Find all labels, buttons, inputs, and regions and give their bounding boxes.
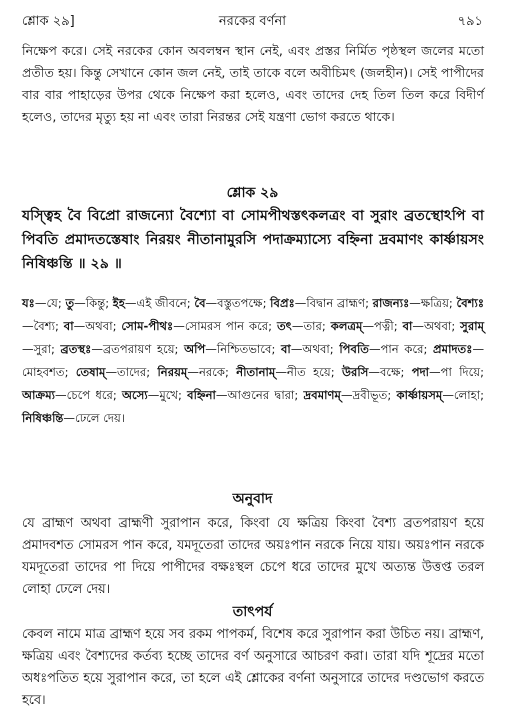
synonym-term: বিপ্রঃ bbox=[270, 296, 295, 310]
synonym-meaning: নীত হয়ে bbox=[286, 365, 331, 379]
synonym-term: প্রমাদতঃ bbox=[433, 342, 473, 356]
synonym-meaning: অথবা bbox=[302, 342, 330, 356]
synonym-term: দ্রবমাণম্ bbox=[303, 388, 341, 402]
header-chapter-title: নরকের বর্ণনা bbox=[218, 14, 287, 29]
synonym-term: ব্রতস্থঃ bbox=[60, 342, 92, 356]
synonym-term: নিরয়ম্ bbox=[157, 365, 188, 379]
synonym-meaning: পা দিয়ে bbox=[440, 365, 481, 379]
synonym-meaning: অথবা bbox=[85, 319, 113, 333]
synonym-term: কার্ষ্ণায়সম্ bbox=[396, 388, 443, 402]
synonym-term: রাজন্যঃ bbox=[372, 296, 410, 310]
synonym-meaning: নরকে bbox=[198, 365, 226, 379]
page-header bbox=[22, 12, 483, 34]
synonym-term: তেষাম্ bbox=[75, 365, 106, 379]
synonym-term: বা bbox=[280, 342, 291, 356]
synonym-meaning: বিদ্বান ব্রাহ্মণ bbox=[306, 296, 366, 310]
purport-text: কেবল নামে মাত্র ব্রাহ্মণ হয়ে সব রকম পাপকর্ম, বিশেষ করে সুরাপান করা উচিত নয়। ব্রাহ্মণ, ক্ষত্রিয় এবং বৈশ্যদের কর্তব্য হচ্ছে তাদের বর্ণ অনুসারে আচরণ করা। তারা যদি শূদ্রের মতো অধঃপতিত হয়ে সুরাপান করে, তা হলে এই শ্লোকের বর্ণনা অনুসারে তাদের দণ্ডভোগ করতে হবে। bbox=[22, 627, 484, 708]
synonym-meaning: আগুনের দ্বারা bbox=[227, 388, 295, 402]
synonym-meaning: লোহা bbox=[453, 388, 481, 402]
synonym-meaning: চেপে ধরে bbox=[66, 388, 113, 402]
synonym-term: বৈ bbox=[194, 296, 206, 310]
verse-title: শ্লোক ২৯ bbox=[226, 185, 279, 201]
synonym-meaning: ব্রতপরায়ণ হয়ে bbox=[102, 342, 175, 356]
synonym-meaning: সুরা bbox=[33, 342, 51, 356]
synonym-term: সুরাম্ bbox=[460, 319, 485, 333]
synonym-term: পিবতি bbox=[339, 342, 369, 356]
synonym-term: অস্যে bbox=[122, 388, 148, 402]
header-page-number: ৭৯১ bbox=[457, 14, 483, 29]
synonym-term: ইহ bbox=[112, 296, 125, 310]
synonym-term: পদা bbox=[411, 365, 430, 379]
synonym-meaning: মোহবশত bbox=[22, 365, 65, 379]
synonyms-paragraph: যঃ—যে; তু—কিন্তু; ইহ—এই জীবনে; বৈ—বস্তুতপক্ষে; বিপ্রঃ—বিদ্বান ব্রাহ্মণ; রাজন্যঃ—ক্ষত্রিয়; বৈশ্যঃ—বৈশ্য; বা—অথবা; সোম-পীথঃ—সোমরস পান করে; তৎ—তার; কলত্রম্—পত্নী; বা—অথবা; সুরাম্—সুরা; ব্রতস্থঃ—ব্রতপরায়ণ হয়ে; অপি—নিশ্চিতভাবে; বা—অথবা; পিবতি—পান করে; প্রমাদতঃ—মোহবশত; তেষাম্—তাদের; নিরয়ম্—নরকে; নীতানাম্—নীত হয়ে; উরসি—বক্ষে; পদা—পা দিয়ে; আক্রম্য—চেপে ধরে; অস্যে—মুখে; বহ্নিনা—আগুনের দ্বারা; দ্রবমাণম্—দ্রবীভূত; কার্ষ্ণায়সম্—লোহা; নিষিঞ্চন্তি—ঢেলে দেয়। bbox=[22, 296, 485, 425]
translation-text: যে ব্রাহ্মণ অথবা ব্রাহ্মণী সুরাপান করে, কিংবা যে ক্ষত্রিয় কিংবা বৈশ্য ব্রতপরায়ণ হয়ে প্রমাদবশত সোমরস পান করে, যমদূতেরা তাদের অয়ঃপান নরকে নিয়ে যায়। অয়ঃপান নরকে যমদূতেরা তাদের পা দিয়ে পাপীদের বক্ষঃস্থল চেপে ধরে তাদের মুখে অত্যন্ত উত্তপ্ত তরল লোহা ঢেলে দেয়। bbox=[22, 516, 484, 597]
synonym-meaning: এই জীবনে bbox=[136, 296, 187, 310]
synonym-term: নিষিঞ্চন্তি bbox=[22, 411, 64, 425]
synonym-term: কলত্রম্ bbox=[330, 319, 363, 333]
synonym-meaning: অথবা bbox=[423, 319, 452, 333]
synonym-meaning: তার bbox=[303, 319, 322, 333]
synonym-meaning: বক্ষে bbox=[379, 365, 401, 379]
synonym-meaning: সোমরস পান করে bbox=[184, 319, 269, 333]
synonym-meaning: বৈশ্য bbox=[33, 319, 55, 333]
synonym-term: বা bbox=[402, 319, 413, 333]
synonym-meaning: পত্নী bbox=[374, 319, 394, 333]
synonym-term: নীতানাম্ bbox=[236, 365, 276, 379]
purport-title: তাৎপর্য bbox=[232, 604, 273, 620]
synonym-meaning: নিশ্চিতভাবে bbox=[216, 342, 272, 356]
intro-paragraph: নিক্ষেপ করে। সেই নরকের কোন অবলম্বন স্থান নেই, এবং প্রস্তর নির্মিত পৃষ্ঠস্থল জলের মতো প্রতীত হয়। কিন্তু সেখানে কোন জল নেই, তাই তাকে বলে অবীচিমৎ (জলহীন)। সেই পাপীদের বার বার পাহাড়ের উপর থেকে নিক্ষেপ করা হলেও, এবং তাদের দেহ তিল তিল করে বিদীর্ণ হলেও, তাদের মৃত্যু হয় না এবং তারা নিরন্তর সেই যন্ত্রণা ভোগ করতে থাকে। bbox=[22, 43, 484, 124]
verse-text: যস্ত্বিহ বৈ বিপ্রো রাজন্যো বৈশ্যো বা সোমপীথস্তৎকলত্রং বা সুরাং ব্রতস্থোঽপি বা পিবতি প্রমাদতস্তেষাং নিরয়ং নীতানামুরসি পদাক্রম্যাস্যে বহ্নিনা দ্রবমাণং কার্ষ্ণায়সং নিষিঞ্চন্তি ॥ ২৯ ॥ bbox=[22, 208, 484, 272]
synonym-term: সোম-পীথঃ bbox=[121, 319, 174, 333]
synonym-meaning: পান করে bbox=[380, 342, 424, 356]
synonym-term: তু bbox=[65, 296, 75, 310]
synonym-term: বা bbox=[63, 319, 74, 333]
synonym-meaning: কিন্তু bbox=[85, 296, 106, 310]
synonym-term: যঃ bbox=[22, 296, 35, 310]
synonym-term: আক্রম্য bbox=[22, 388, 56, 402]
header-verse-ref: শ্লোক ২৯] bbox=[22, 14, 75, 29]
synonym-term: অপি bbox=[184, 342, 206, 356]
synonym-meaning: তাদের bbox=[117, 365, 147, 379]
synonym-term: তৎ bbox=[276, 319, 292, 333]
synonym-term: বৈশ্যঃ bbox=[456, 296, 485, 310]
synonym-meaning: ঢেলে দেয়। bbox=[74, 411, 125, 425]
synonym-meaning: বস্তুতপক্ষে bbox=[217, 296, 263, 310]
synonym-meaning: যে bbox=[46, 296, 58, 310]
synonym-meaning: ক্ষত্রিয় bbox=[420, 296, 449, 310]
translation-title: অনুবাদ bbox=[232, 491, 273, 507]
synonym-meaning: মুখে bbox=[159, 388, 179, 402]
synonym-term: বহ্নিনা bbox=[187, 388, 216, 402]
synonym-meaning: দ্রবীভূত bbox=[352, 388, 388, 402]
synonym-term: উরসি bbox=[341, 365, 369, 379]
